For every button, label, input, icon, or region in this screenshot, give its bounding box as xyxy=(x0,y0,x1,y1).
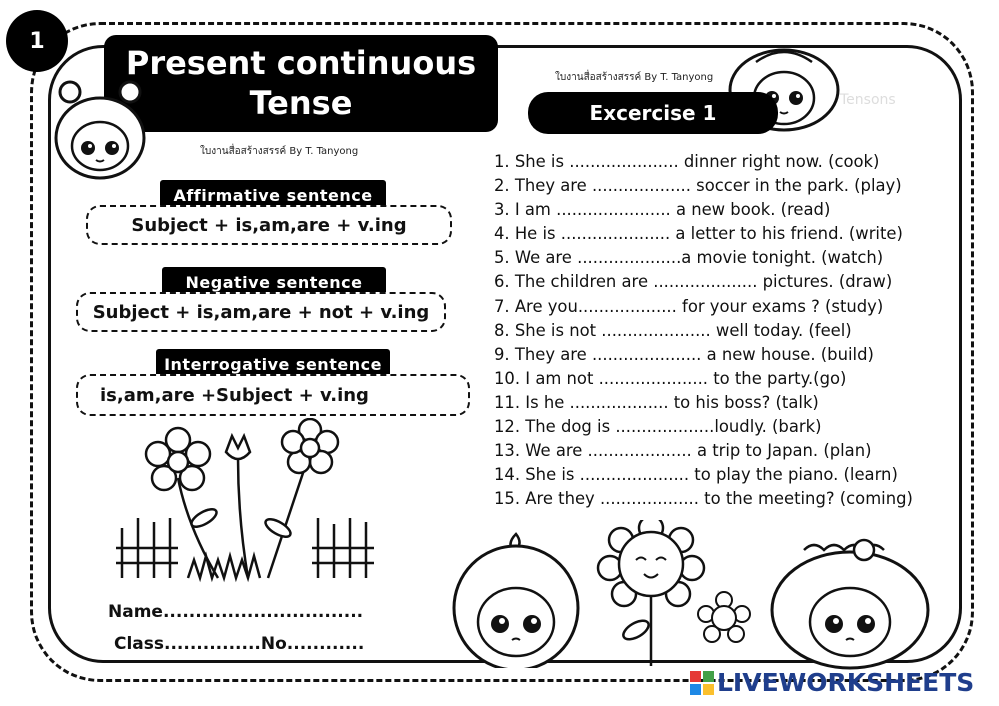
exercise-item-7: 7. Are you................... for your exams ? (study) xyxy=(494,296,884,316)
credit-right: ใบงานสื่อสร้างสรรค์ By T. Tanyong xyxy=(555,72,714,83)
affirmative-formula: Subject + is,am,are + v.ing xyxy=(86,205,452,245)
brand-text: LIVEWORKSHEETS xyxy=(717,668,975,697)
exercise-item-10: 10. I am not ..................... to the party.(go) xyxy=(494,368,847,388)
title-line-1: Present continuous xyxy=(125,44,477,82)
negative-label: Negative sentence xyxy=(162,267,386,297)
pufferfish-mascot-icon xyxy=(764,530,940,670)
interrogative-formula: is,am,are +Subject + v.ing xyxy=(76,374,470,416)
name-field-label: Name............................... xyxy=(108,602,364,622)
exercise-item-8: 8. She is not ..................... well today. (feel) xyxy=(494,320,852,340)
page-title xyxy=(104,35,498,132)
exercise-item-11: 11. Is he ................... to his boss? (talk) xyxy=(494,392,819,412)
title-line-2: Tense xyxy=(249,84,353,122)
orange-mascot-icon xyxy=(446,530,586,668)
exercise-item-12: 12. The dog is ...................loudly. (bark) xyxy=(494,417,822,437)
exercise-item-9: 9. They are ..................... a new house. (build) xyxy=(494,344,874,364)
exercise-item-14: 14. She is ..................... to play the piano. (learn) xyxy=(494,465,898,485)
page-number-badge: 1 xyxy=(6,10,68,72)
interrogative-label: Interrogative sentence xyxy=(156,349,390,379)
crab-mascot-icon xyxy=(40,78,160,188)
exercise-item-6: 6. The children are .................... pictures. (draw) xyxy=(494,272,893,292)
faint-watermark-text: Tensons xyxy=(840,92,896,108)
liveworksheets-logo xyxy=(690,668,974,697)
exercise-item-1: 1. She is ..................... dinner right now. (cook) xyxy=(494,152,880,171)
flowers-fence-illustration-icon xyxy=(108,418,398,588)
exercise-item-5: 5. We are ....................a movie tonight. (watch) xyxy=(494,248,884,268)
exercise-item-4: 4. He is ..................... a letter to his friend. (write) xyxy=(494,224,903,244)
exercise-item-2: 2. They are ................... soccer in the park. (play) xyxy=(494,176,902,196)
exercise-item-15: 15. Are they ................... to the meeting? (coming) xyxy=(494,489,913,509)
class-field-label: Class...............No............ xyxy=(114,634,365,654)
small-flower-icon xyxy=(694,590,754,650)
exercise-list xyxy=(494,150,913,511)
exercise-item-13: 13. We are .................... a trip to Japan. (plan) xyxy=(494,441,872,461)
exercise-item-3: 3. I am ...................... a new book. (read) xyxy=(494,200,831,220)
sunflower-mascot-icon xyxy=(596,520,706,670)
liveworksheets-logo-icon xyxy=(690,671,714,695)
credit-left: ใบงานสื่อสร้างสรรค์ By T. Tanyong xyxy=(200,146,359,157)
affirmative-label: Affirmative sentence xyxy=(160,180,386,210)
exercise-title: Excercise 1 xyxy=(528,92,778,134)
negative-formula: Subject + is,am,are + not + v.ing xyxy=(76,292,446,332)
